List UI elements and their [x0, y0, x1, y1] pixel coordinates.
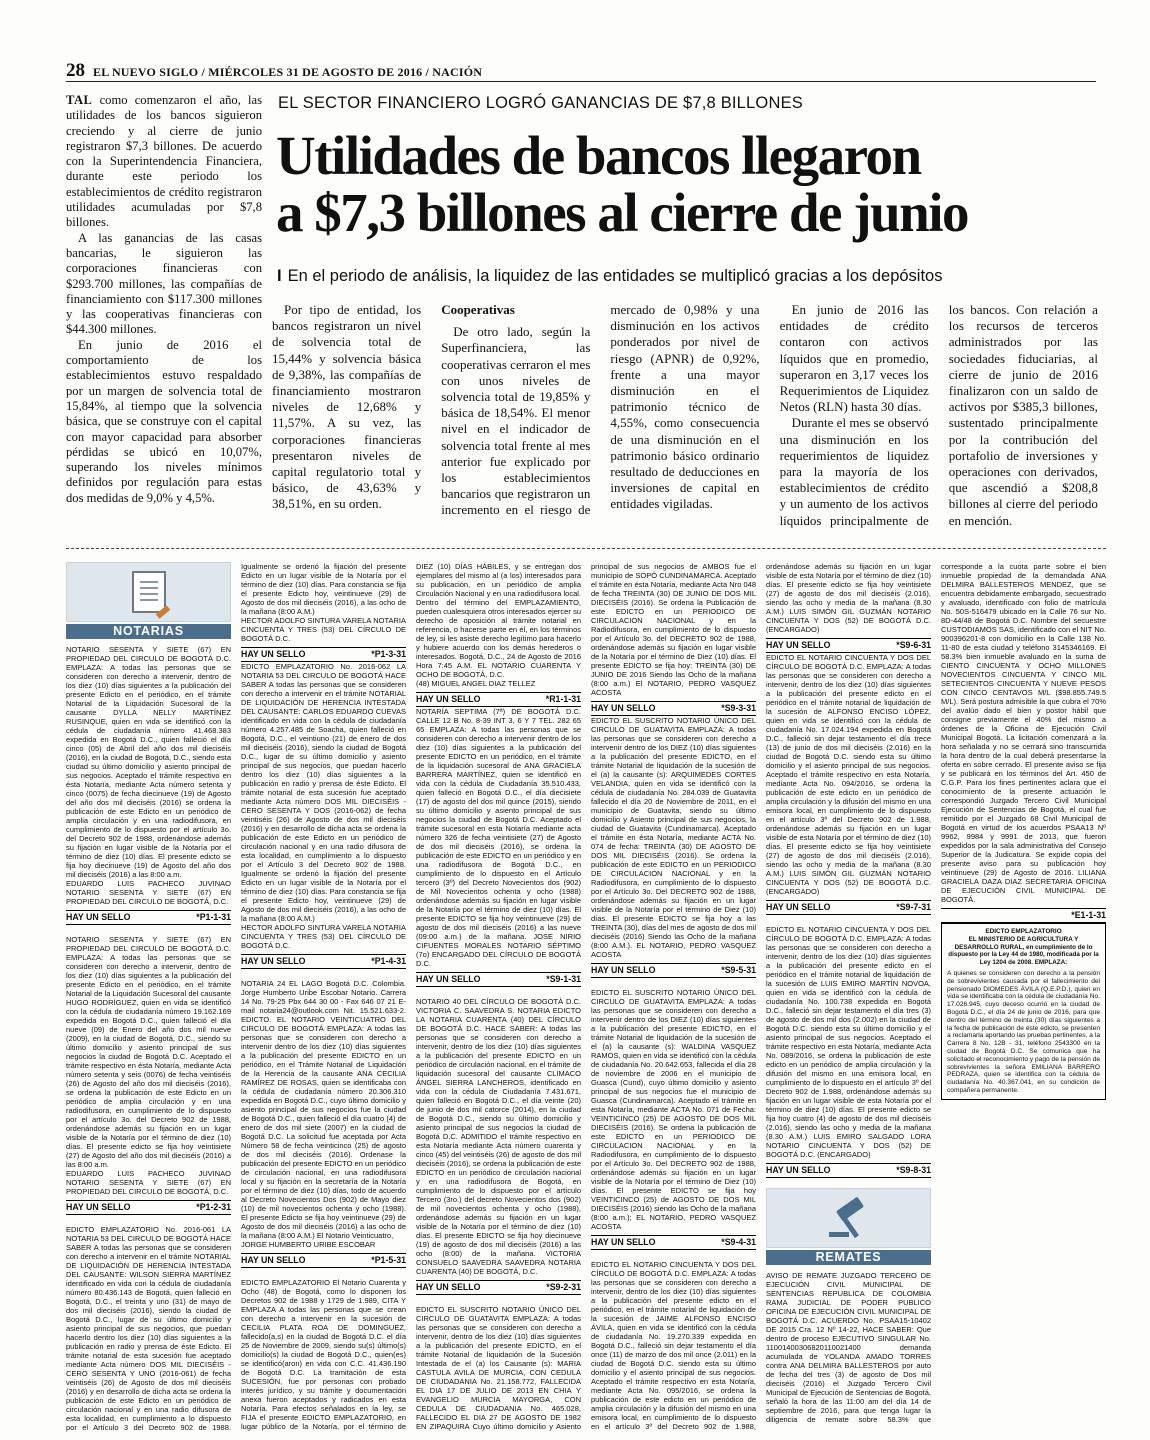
headline-line-1: Utilidades de bancos llegaron [276, 125, 921, 186]
article-body [272, 302, 1098, 542]
document-icon [132, 571, 166, 613]
notarias-label: NOTARIAS [66, 624, 231, 639]
remates-section-header [766, 1188, 931, 1265]
body-subhead: Cooperativas [441, 302, 515, 317]
ministry-edict-title: EDICTO EMPLAZATORIO [985, 928, 1062, 935]
lead-drop-word: TAL [66, 93, 93, 107]
ministry-edict-text: A quienes se consideren con derecho a la pensión de sobrevivientes causada por el fallecimiento del pensionado DIOMEDES ÁVILA (Q.E.P.D.), quien en vida se identificaba con la cédula de ciudadanía No. 17.026.945, cuyo deceso ocurrió en la ciudad de Bogotá D.C., el día 24 de junio de 2016, para que dentro del término de treinta (30) días siguientes a la fecha de publicación de éste edicto, se presenten a reclamarla aportando las pruebas pertinentes, a la Carrera 8 No. 12B - 31, teléfono 2543300 en la ciudad de Bogotá D.C. Se comunica que ha solicitado el reconocimiento y pago de la pensión de sobrevivientes la señora EMILIANA BARRERO PEDRAZA, quien se identifica con la cédula de ciudadanía No. 40.367.041, en su condición de compañera permanente. [947, 969, 1100, 1094]
deck-bar: I [277, 267, 282, 285]
legal-notice: EDICTO EL NOTARIO CINCUENTA Y DOS DEL CÍRCULO DE BOGOTÁ D.C. EMPLAZA: A todas las personas que se consideren con derecho a intervenir, dentro de los diez (10) días siguientes a la publicación del presente edicto en el periódico en el trámite notarial de liquidación de la sucesión de LUIS EMIRO MARTÍN NOVOA, quien en vida se identificó con la cédula de ciudadanía No. 100.738 expedida en Bogotá D.C., falleció sin dejar testamento el día tres (3) de agosto de dos mil dos (2.002) en la ciudad de Bogotá D.C. siendo esta su último domicilio y el asiento principal de sus negocios. Aceptado el trámite respectivo en esta Notaría, mediante Acta No. 089/2016, se ordena la publicación de este edicto en un periódico de amplia circulación y la difusión del mismo en una emisora local, en cumplimiento de lo dispuesto en el artículo 3º del Decreto 902 de 1.988, ordenándose además su fijación en un lugar visible de esta Notaría por el término de diez (10) días. El presente edicto se fija hoy cuatro (4) de agosto de dos mil dieciséis (2.016), siendo las ocho y media de la mañana (8.30 A.M.) LUIS EMIRO SALGADO LORA NOTARIO CINCUENTA Y DOS (52) DE BOGOTÁ D.C. (ENCARGADO) HAY UN SELLO *S9-8-31 [766, 925, 931, 1178]
lead-paragraph-1: TAL como comenzaron el año, las utilidades de los bancos siguieron creciendo y al cierre de junio registraron $7,3 billones. De acuerdo con la Superintendencia Financiera, durante este periodo los establecimientos de crédito registraron utilidades acumuladas por $7,8 billones. [66, 93, 262, 230]
legal-notice: EDICTO EL NOTARIO CINCUENTA Y DOS DEL CÍRCULO DE BOGOTÁ D.C. EMPLAZA: A todas las personas que se consideren con derecho a intervenir, dentro de los diez (10) días siguientes a la publicación del presente edicto en el periódico, en el trámite notarial de liquidación de la sucesión de JAIME ALFONSO ENCISO ÁVILA, quien en vida se identificó con la cédula de ciudadanía No. 19.270.339 expedida en Bogotá D.C., falleció sin dejar testamento el día once (11) de marzo de dos mil once (2.011) en la ciudad de Bogotá D.C. siendo esta su último domicilio y el asiento principal de sus negocios. Aceptado el trámite respectivo en esta Notaría, mediante Acta No. 095/2016, se ordena la publicación de este edicto en un periódico de amplia circulación y la difusión del mismo en una emisora local, en cumplimiento de lo dispuesto en el artículo 3º del Decreto 902 de 1.988, ordenándose además su fijación en un lugar visible de esta Notaría por el término de diez (10) días. El presente edicto se fija hoy veintisiete (27) de agosto de dos mil dieciséis (2.016), siendo las ocho y media de la mañana (8.30 A.M.) LUIS SIMÓN GIL GUZMÁN NOTARIO CINCUENTA Y DOS (52) DE BOGOTÁ D.C. (ENCARGADO) HAY UN SELLO *S9-6-31 [591, 562, 931, 1431]
deck-text: En el periodo de análisis, la liquidez de las entidades se multiplicó gracias a los depósitos [287, 267, 943, 285]
body-paragraph-4: Durante el mes se observó una disminución en los requerimientos de liquidez para la mayoría de los establecimientos de crédito y un aumento de los activos líquidos principalmente de los bancos. Con relación a los recursos de terceros administrados por las sociedades fiduciarias, al cierre de junio de 2016 finalizaron con un saldo de activos por $385,3 billones, sustentado principalmente por la contribución del portafolio de inversiones y operaciones con derivados, que ascendió a $208,8 billones al cierre del periodo en mención. [779, 302, 1098, 528]
classifieds-section [66, 562, 1106, 1432]
notarias-banner [66, 562, 231, 622]
ministry-edict [941, 923, 1106, 1100]
body-paragraph-2: De otro lado, según la Superfinanciera, las cooperativas cerraron el mes con unos niveles de solvencia total de 19,85% y básica de 18,54%. El menor nivel en el indicador de solvencia total frente al mes anterior fue explicado por los establecimientos bancarios que registraron un incremento en el riesgo de mercado de 0,98% y una disminución en los activos ponderados por nivel de riesgo (APNR) de 0,92%, frente a una mayor disminución en el patrimonio técnico de 4,55%, como consecuencia de una disminución en el patrimonio básico ordinario resultado de deducciones en inversiones de capital en entidades vigiladas. [441, 302, 760, 518]
legal-notice: NOTARIO SESENTA Y SIETE (67) EN PROPIEDAD DEL CIRCULO DE BOGOTÁ D.C. EMPLAZA: A todas las personas que se consideren con derecho a intervenir, dentro de los diez (10) días siguientes a la publicación del presente Edicto en el periódico, en el trámite Notarial de la Liquidación Sucesoral de la causante DYLLA NELLY MARTÍNEZ RUSINQUE, quien en vida se identificó con la cédula de ciudadanía número 41.468.383 expedida en Bogotá D.C., quien falleció el día cinco (05) de Abril del año dos mil dieciséis (2016), en la ciudad de Bogotá, D.C., siendo esta ciudad su último domicilio y asiento principal de sus negocios. Aceptado el trámite respectivo en ésta Notaría, mediante Acta número setenta y cinco (0075) de fecha diecinueve (19) de Agosto del año dos mil dieciséis (2016) se ordena la publicación de este Edicto en un periódico de amplia circulación y en una radiodifusora, en cumplimiento de lo dispuesto por el artículo 3o. del Decreto 902 de 1988, ordenándose además su fijación en lugar visible de la Notaría por el término de diez (10) días. El presente edicto se fija hoy diecinueve (19) de Agosto del año dos mil dieciséis (2016) a las 8:00 a.m. EDUARDO LUIS PACHECO JUVINAO NOTARIO SESENTA Y SIETE (67) EN PROPIEDAD DEL CIRCULO DE BOGOTÁ, D.C. HAY UN SELLO *P1-1-31 [66, 645, 231, 925]
legal-notice: EDICTO EL SUSCRITO NOTARIO ÚNICO DEL CIRCULO DE GUATAVITA EMPLAZA: A todas las personas que se consideren con derecho a intervenir, dentro de los diez (10) días siguientes a la publicación del presente EDICTO, en el trámite Notarial de liquidación de la Sucesión Intestada de el (a) los Causante (s): MARIA CASTULA AVILA DE MURCIA, CON CEDULA DE CIUDADANIA No. 21.158.772, FALLECIDA EL DIA 17 DE JULIO DE 2013 EN CHIA Y EVANGELIO MURCIA MAYORGA, CON CEDULA DE CIUDADANIA No. 465.028, FALLECIDO EL DIA 27 DE AGOSTO DE 1982 EN ZIPAQUIRA Cuyo último domicilio y Asiento principal de sus negocios de AMBOS fue el municipio de SOPÓ CUNDINAMARCA. Aceptado el trámite en ésta Notaría, mediante Acta Nro 048 de fecha TREINTA (30) DE JUNIO DE DOS MIL DIECISÉIS (2016). Se ordena la Publicación de este EDICTO en un PERIODICO DE CIRCULACION NACIONAL y en la Radiodifusora, en cumplimiento de lo dispuesto por el Artículo 3o. del DECRETO 902 de 1988, ordenándose además su fijación en lugar visible de la Notaría por el término de Diez (10) días. El presente EDICTO se fija hoy: TREINTA (30) DE JUNIO DE 2016 Siendo las Ocho de la mañana (8:00 a.m.) El NOTARIO, PEDRO VASQUEZ ACOSTA HAY UN SELLO *S9-3-31 [416, 562, 756, 1431]
legal-notice: NOTARÍA SEPTIMA (7ª) DE BOGOTÁ D.C. CALLE 12 B No. 8-39 INT 3, 6 Y 7 TEL. 282 65 65 EMPLAZA: A todas las personas que se consideren con derecho a intervenir dentro de los diez (10) días siguientes a la publicación del presente EDICTO en un periódico, en el trámite de la liquidación sucesoral de ANA GRACIELA BARRERA MARTÍNEZ, quien se identificó en vida con la cédula de Ciudadanía 35.510.433, quien falleció en Bogotá D.C., el día diecisiete (17) de agosto del dos mil quince (2015), siendo su último domicilio y asiento principal de sus negocios la ciudad de Bogotá D.C. Aceptado el trámite sucesoral en esta Notaría mediante acta número 326 de fecha veintisiete (27) de Agosto de dos mil dieciséis (2016), se ordena la publicación de este EDICTO en un periódico y en una radiodifusora de Bogotá D.C., en cumplimiento de lo dispuesto en el Artículo tercero (3º) del Decreto Novecientos dos (902) de Mil Novecientos ochenta y ocho (1988) ordenándose además su fijación en lugar visible de la Notaría por el término de diez (10) días. El presente EDICTO se fija hoy veintinueve (29) de agosto de dos mil dieciséis (2016) a las nueve (09:00 a.m.) de la mañana. JOSE NIRIO CIFUENTES MORALES NOTARIO SÉPTIMO (7o) ENCARGADO DEL CÍRCULO DE BOGOTÁ D.C. HAY UN SELLO *S9-1-31 [416, 707, 581, 987]
legal-notice: NOTARIO 40 DEL CÍRCULO DE BOGOTÁ D.C. VICTORIA C. SAAVEDRA S. NOTARIA EDICTO LA NOTARIA CUARENTA (40) DEL CÍRCULO DE BOGOTÁ D.C. HACE SABER: A todas las personas que se consideren con derecho a intervenir, dentro de los diez (10) días siguientes a la publicación del presente EDICTO en un periódico de circulación nacional, en el trámite de liquidación sucesoral del causante CLIMACO ÁNGEL SIERRA LANCHEROS, identificado en vida con la cédula de Ciudadanía 7.431.671, quien falleció en Bogotá D.C., el día veinte (20) de junio de dos mil catorce (2014), en la ciudad de Bogotá D.C., siendo su último domicilio y asiento principal de sus negocios la ciudad de Bogotá D.C. ADMITIDO el trámite respectivo en esta Notaría mediante Acta número cuarenta y cinco (45) del veintiséis (26) de agosto de dos mil dieciséis (2016), se ordena la publicación de este EDICTO en un periódico de circulación nacional y en una radiodifusora de Bogotá, en cumplimiento de lo dispuesto por el artículo Tercero (3ro.) del decreto Novecientos dos (902) de mil novecientos ochenta y ocho (1988), ordenándose además su fijación en un lugar visible de la Notaría por el término de diez (10) días. El presente EDICTO se fija hoy diecinueve (19) de agosto de dos mil dieciséis (2016) a las ocho (8:00) de la mañana. VICTORIA CONSUELO SAAVEDRA SAAVEDRA NOTARIA CUARENTA (40) DE BOGOTÁ, D.C. HAY UN SELLO *S9-2-31 [416, 997, 581, 1295]
notarias-section-header [66, 562, 231, 639]
remates-banner [766, 1188, 931, 1248]
page-number: 28 [66, 60, 85, 81]
page-folio [66, 60, 1096, 82]
headline-line-2: a $7,3 billones al cierre de junio [276, 182, 968, 243]
legal-notice: EDICTO EL SUSCRITO NOTARIO ÚNICO DEL CIRCULO DE GUATAVITA EMPLAZA: A todas las personas que se consideren con derecho a intervenir dentro de los DIEZ (10) días siguientes a la publicación del presente EDICTO, en el trámite Notarial de liquidación de la sucesión de el (a) la causante (s): WALDINA VASQUEZ RAMOS, quien en vida se identificó con la cédula de ciudadanía No. 20.642.653, fallecida el día 28 de noviembre de 2006 en el municipio de Guasca (Cund), cuyo último domicilio y asiento principal de sus negocios fue el municipio de Guasca (Cundinamarca). Aceptado el trámite en esta Notaría, mediante ACTA No. 071 de Fecha: VEINTICINCO (25) DE AGOSTO DE DOS MIL DIECISÉIS (2016). Se ordena la publicación de este EDICTO en un PERIODICO DE CIRCULACION NACIONAL y en la Radiodifusora, en cumplimiento de lo dispuesto por el Artículo 3o. Del DECRETO 902 de 1988, ordenándose además su fijación en un lugar visible de la Notaría por el término de Diez (10) días. El presente EDICTO se fija hoy VEINTICINCO (25) de AGOSTO DE DOS MIL DIECISÉIS (2016) siendo las Ocho de la mañana (8:00 a.m.); EL NOTARIO, PEDRO VASQUEZ ACOSTA HAY UN SELLO *S9-4-31 [591, 988, 756, 1250]
legal-notice: NOTARIO SESENTA Y SIETE (67) EN PROPIEDAD DEL CIRCULO DE BOGOTÁ D.C. EMPLAZA: A todas las personas que se consideren con derecho a intervenir, dentro de los diez (10) días siguientes a la publicación del presente Edicto en el periódico, en el trámite Notarial de la Liquidación Sucesoral del causante HUGO RODRÍGUEZ, quien en vida se identificó con la cédula de ciudadanía número 19.162.169 expedida en Bogotá D.C., quien falleció el día nueve (09) de Enero del año dos mil nueve (2009), en la ciudad de Bogotá, D.C., siendo su último domicilio y asiento principal de sus negocios la ciudad de Bogotá D.C. Aceptado el trámite respectivo en ésta Notaría, mediante Acta número setenta y seis (0076) de fecha veintiséis (26) de Agosto del año dos mil dieciséis (2016), se ordena la publicación de este Edicto en un periódico de amplia circulación y en una radiodifusora, en cumplimiento de lo dispuesto por el artículo 3o. del Decreto 902 de 1988, ordenándose además su fijación en un lugar visible de la Notaría por el término de diez (10) días. El presente edicto se fija hoy veintisiete (27) de Agosto del año dos mil dieciséis (2016) a las 8:00 a.m. EDUARDO LUIS PACHECO JUVINAO NOTARIO SESENTA Y SIETE (67) EN PROPIEDAD DEL CIRCULO DE BOGOTÁ, D.C. HAY UN SELLO *P1-2-31 [66, 935, 231, 1215]
legal-notice: NOTARIA 24 EL LAGO Bogotá D.C. Colombia. Jorge Humberto Uribe Escobar Notario. Carrera 14 No. 79-25 Pbx 644 30 00 - Fax 646 07 21 E-mail notaria24@outlook.com Nit. 15.521.633-2. EDICTO. EL NOTARIO VEINTICUATRO DEL CIRCULO DE BOGOTÁ EMPLAZA: A todas las personas que se consideren con derecho a intervenir dentro de los diez (10) días siguientes a la publicación del presente EDICTO en un periódico, en el Trámite Notarial de Liquidación de la Herencia de la causante ANA CECILIA RAMÍREZ DE ROSAS, quien se identificaba con la cédula de ciudadanía número 20.306.310 expedida en Bogotá D.C., cuyo último domicilio y asiento principal de sus negocios fue la ciudad de Bogotá D.C., quien falleció el día cuatro (4) de enero de dos mil siete (2007) en la ciudad de Bogotá D.C. La solicitud fue aceptada por Acta Número 58 de fecha veinticinco (25) de agosto de dos mil dieciséis (2016). Ordenase la publicación del presente EDICTO en un periódico de circulación nacional, en una radiodifusora local y su fijación en la secretaría de la Notaría por el término de diez (10) días, todo de acuerdo al Decreto Novecientos Dos (902) de Mayo diez (10) de mil novecientos ochenta y ocho (1988). El presente Edicto se fija hoy veintinueve (29) de Agosto de dos mil dieciséis (2016) a las ocho de la mañana (8:00 A.M.) El Notario Veinticuatro, JORGE HUMBERTO URIBE ESCOBAR HAY UN SELLO *P1-5-31 [241, 979, 406, 1268]
legal-notice: EDICTO EL SUSCRITO NOTARIO ÚNICO DEL CIRCULO DE GUATAVITA EMPLAZA: A todas las personas que se consideren con derecho a intervenir dentro de los DIEZ (10) días siguientes a la publicación del presente EDICTO, en el trámite Notarial de liquidación de la sucesión de el (a) la causante (s): ARQUIMEDES CORTES VELANDIA, quien en vida se identificó con la cédula de ciudadanía No. 284.039 de Guatavita fallecido el día 20 de Noviembre de 2011, en el municipio de Guatavita, siendo su último domicilio y Asiento principal de sus negocios, la ciudad de Guatavita (Cundinamarca). Aceptado el trámite en ésta Notaría, mediante ACTA No. 074 de fecha: TREINTA (30) DE AGOSTO DE DOS MIL DIECISÉIS (2016). Se ordena la publicación de este EDICTO en un PERIODICO DE CIRCULACION NACIONAL y en la Radiodifusora, en cumplimiento de lo dispuesto por el Artículo 3o. Del DECRETO 902 de 1988, ordenándose además su fijación en un lugar visible de la Notaría por el término de Diez (10) días. El presente EDICTO se fija hoy a las TREINTA (30), días del mes de agosto de dos mil dieciséis (2016) Siendo las Ocho de la mañana (8:00 A.M.). EL NOTARIO, PEDRO VASQUEZ ACOSTA HAY UN SELLO *S9-5-31 [591, 716, 756, 978]
legal-notice: EDICTO EMPLAZATORIO El Notario Cuarenta y Ocho (48) de Bogotá, como lo disponen los Decretos 902 de 1988 y 1729 de 1.989, CITA Y EMPLAZA A todas las personas que se crean con derecho a intervenir en la sucesión de CECILIA PLATA ROA DE DOMINGUEZ, fallecido(a,s) en la ciudad de Bogotá D.C. el día 25 de Noviembre de 2009, siendo su(s) último(s) domicilio(s) la ciudad de Bogotá D.C., quien(es) se identificó(aron) en vida con C.C. 41.436.190 de Bogotá D.C. La tramitación de esta SUCESIÓN, fue por personas con probado interés jurídico, y su trámite y documentación anexa fueron aceptados y radicados en esta Notaría. Para efectos señalados en la ley, se FIJA el presente EDICTO EMPLAZATORIO, en lugar público de la Notaría, por el término de DIEZ (10) DÍAS HÁBILES, y se entregan dos ejemplares del mismo al (a los) interesados para su publicación, en un periódico de amplia Circulación Nacional y en una radiodifusora local. Dentro del término del EMPLAZAMIENTO, pueden cualesquiera otros interesados ejercer su derecho de oposición al trámite notarial en referencia, o hacerse parte en él, en los términos de ley, si les asiste derecho legítimo para hacerlo y hubiere acuerdo con los demás herederos o interesados. Bogotá, D.C., 24 de Agosto de 2016 Hora 7:45 A.M. EL NOTARIO CUARENTA Y OCHO DE BOGOTÁ, D.C. (48) MIGUEL ANGEL DIAZ TELLEZ HAY UN SELLO *R1-1-31 [241, 562, 581, 1431]
lead-paragraph-3: En junio de 2016 el comportamiento de los establecimientos estuvo respaldado por un margen de solvencia total de 15,84%, al tiempo que la solvencia básica, que se construye con el capital con mayor capacidad para absorber pérdidas se ubicó en 10,07%, superando los niveles mínimos definidos por regulación para estas dos medidas de 9,0% y 4,5%. [66, 337, 262, 505]
body-paragraph-3: En junio de 2016 las entidades de crédito contaron con activos líquidos que en promedio, superaron en 3,17 veces los Requerimientos de Liquidez Netos (RLN) hasta 30 días. [779, 302, 929, 415]
legal-notice: EDICTO EMPLAZATORIO No. 2016-062 LA NOTARIA 53 DEL CIRCULO DE BOGOTÁ HACE SABER A todas las personas que se consideren con derecho a intervenir en el trámite NOTARIAL DE LIQUIDACIÓN DE HERENCIA INTESTADA DEL CAUSANTE: CARLOS EDUARDO CUEVAS identificado en vida con la cédula de ciudadanía número 4.257.485 de Soacha, quien falleció en Bogotá, D.C., el veintiuno (21) de enero de dos mil dieciséis (2016), siendo la ciudad de Bogotá D.C., lugar de su último domicilio y asiento principal de sus negocios, que puedan hacerlo dentro los diez (10) días siguientes a la publicación en radio y prensa de éste Edicto. El trámite notarial de esta sucesión fue aceptado mediante Acta número DOS MIL DIECISÉIS - CERO SESENTA Y DOS (2016-062) de fecha veintiséis (26) de Agosto de dos mil dieciséis (2016) y en desarrollo de dicha acta se ordena la publicación de este Edicto en un periódico de circulación nacional y en una radio difusora de esta localidad, en cumplimiento a lo dispuesto por el Artículo 3 del Decreto 902 de 1988. Igualmente se ordenó la fijación del presente Edicto en un lugar visible de la Notaría por el término de diez (10) días. Para constancia se fija el presente Edicto hoy, veintinueve (29) de Agosto de dos mil dieciséis (2016), a las ocho de la mañana (8:00 A.M.) HECTOR ADOLFO SINTURA VARELA NOTARIA CINCUENTA Y TRES (53) DEL CÍRCULO DE BOGOTÁ D.C. HAY UN SELLO *P1-4-31 [241, 662, 406, 969]
article-kicker: EL SECTOR FINANCIERO LOGRÓ GANANCIAS DE $7,8 BILLONES [278, 94, 803, 112]
classifieds-divider [66, 548, 1106, 549]
article-deck [277, 267, 1107, 286]
remates-label: REMATES [766, 1250, 931, 1265]
ministry-edict-subtitle: EL MINISTERIO DE AGRICULTURA Y DESARROLLO RURAL, en cumplimiento de lo dispuesto por la Ley 44 de 1980, modificada por la Ley 1204 de 2008. EMPLAZA: [948, 935, 1099, 967]
gavel-icon [827, 1199, 871, 1237]
legal-notice: EDICTO EL NOTARIO CINCUENTA Y DOS DEL CÍRCULO DE BOGOTÁ D.C. EMPLAZA: A todas las personas que se consideren con derecho a intervenir, dentro de los diez (10) días siguientes a la publicación del presente edicto en el periódico en el trámite notarial de liquidación de la sucesión de ALFONSO ENCISO LÓPEZ, quien en vida se identificó con la cédula de ciudadanía No. 17.024.194 expedida en Bogotá D.C., falleció sin dejar testamento el día trece (13) de junio de dos mil dieciséis (2.016) en la ciudad de Bogotá D.C. siendo esta su último domicilio y el asiento principal de sus negocios. Aceptado el trámite respectivo en esta Notaría, mediante Acta No. 094/2016, se ordena la publicación de este edicto en un periódico de amplia circulación y la difusión del mismo en una emisora local, en cumplimiento de lo dispuesto en el artículo 3º del Decreto 902 de 1.988, ordenándose además su fijación en un lugar visible de esta Notaría por el término de diez (10) días. El presente edicto se fija hoy veintisiete (27) de agosto de dos mil dieciséis (2.016), siendo las ocho y media de la mañana (8.30 A.M.) LUIS SIMÓN GIL GUZMÁN NOTARIO CINCUENTA Y DOS (52) DE BOGOTÁ D.C. (ENCARGADO) HAY UN SELLO *S9-7-31 [766, 653, 931, 915]
legal-notice: EDICTO EMPLAZATORIO No. 2016-061 LA NOTARIA 53 DEL CIRCULO DE BOGOTÁ HACE SABER A todas las personas que se consideren con derecho a intervenir en el trámite NOTARIAL DE LIQUIDACIÓN DE HERENCIA INTESTADA DEL CAUSANTE: WILSON SIERRA MARTÍNEZ identificado en vida con la cédula de ciudadanía número 80.436.143 de Bogotá, quien falleció en Bogotá, D.C., el treinta y uno (31) de mayo de dos mil dieciséis (2016), siendo la ciudad de Bogotá D.C., lugar de su último domicilio y asiento principal de sus negocios, que puedan hacerlo dentro los diez (10) días siguientes a la publicación en radio y prensa de éste Edicto. El trámite notarial de esta sucesión fue aceptado mediante Acta número DOS MIL DIECISÉIS - CERO SESENTA Y UNO (2016-061) de fecha veintiséis (26) de Agosto de dos mil dieciséis (2016) y en desarrollo de dicha acta se ordena la publicación de este Edicto en un periódico de circulación nacional y en una radio difusora de esta localidad, en cumplimiento a lo dispuesto por el Artículo 3 del Decreto 902 de 1988. Igualmente se ordenó la fijación del presente Edicto en un lugar visible de la Notaría por el término de diez (10) días. Para constancia se fija el presente Edicto hoy, veintinueve (29) de Agosto de dos mil dieciséis (2016), a las ocho de la mañana (8:00 A.M.) HECTOR ADOLFO SINTURA VARELA NOTARIA CINCUENTA Y TRES (53) DEL CÍRCULO DE BOGOTÁ D.C. HAY UN SELLO *P1-3-31 [66, 562, 406, 1432]
folio-header: EL NUEVO SIGLO / MIÉRCOLES 31 DE AGOSTO DE 2016 / NACIÓN [93, 65, 483, 79]
lead-paragraph-2: A las ganancias de las casas bancarias, le siguieron las corporaciones financieras con $293.700 millones, las compañías de financiamiento con $117.300 millones y las cooperativas financieras con $44.300 millones. [66, 230, 262, 337]
article-headline [276, 127, 1096, 241]
lead-column [66, 93, 262, 506]
auction-notice: AVISO DE REMATE JUZGADO TERCERO DE EJECUCIÓN CIVIL MUNICIPAL DE SENTENCIAS REPUBLICA DE COLOMBIA RAMA JUDICIAL DE PODER PUBLICO OFICINA DE EJECUCIÓN CIVIL MUNICIPAL DE BOGOTÁ D.C. ACUERDO No. PSAA15-10402 DE 2015 Cra. 12 Nº 14-22, HACE SABER: Que dentro de proceso EJECUTIVO SINGULAR No. 11001400306820110021400 demanda acumulada de YOLANDA AMADO TORRES contra ANA DELMIRA BALLESTEROS por auto de fecha del tres (3) de agosto de Dos mil dieciséis (2016) el Juzgado Tercero Civil Municipal de Ejecución de Sentencias de Bogotá, señaló la hora de las 11:00 am del día 14 de septiembre de 2016, para que tenga lugar la diligencia de remate sobre 58.3% que corresponde a la cuota parte sobre el bien inmueble propiedad de la demandada ANA DELMIRA BALLESTEROS MENDEZ, que se encuentra debidamente embargado, secuestrado y avaluado, identificado con folio de matrícula No. 50S-516479 ubicado en la Calle 76 sur No. 8D-44/48 de Bogotá D.C. Nombre del secuestre CUSTODIAMOS SAS, identificado con el NIT No. 900396201-8 con domicilio en la Calle 138 No. 11-80 de esta ciudad y teléfono 3145346169. El 58.3% bien inmueble avaluado en la suma de CIENTO CINCUENTA Y OCHO MILLONES NOVECIENTOS CINCUENTA Y CINCO MIL SETECIENTOS CINCUENTA Y NUEVE PESOS CON CINCO CENTAVOS M/L ($98.855.749.5 M/L). Será postura admisible la que cubra el 70% del avalúo dado el bien y postor hábil que consigne previamente el 40% del mismo a órdenes de la Oficina de Ejecución Civil Municipal Bogotá. La licitación comenzará a la hora señalada y no se cerrará sino transcurrida la hora dentro de la cual deberá presentarse la oferta en sobre cerrado. El presente aviso se fija y se publicará en los términos del Art. 450 de C.G.P. Para los fines pertinentes aclara que el conocimiento de la presente actuación le correspondió Juzgado Tercero Civil Municipal Ejecución de Sentencias de Bogotá, el cual fue remitido por el Juzgado 68 Civil Municipal de Bogotá en virtud de los acuerdos PSAA13 Nº 9962, 9984 y 9991 de 2013, que fueron expedidos por la sala administrativa del Consejo Superior de la Judicatura. Se expide copia del presente aviso para su publicación hoy veintinueve (29) de Agosto de 2016. LILIANA GRACIELA DAZA DIAZ SECRETARIA OFICINA DE EJECUCIÓN CIVIL MUNICIPAL DE BOGOTÁ. *E1-1-31 [766, 562, 1106, 1424]
body-paragraph-1: Por tipo de entidad, los bancos registraron un nivel de solvencia total de 15,44% y solvencia básica de 9,38%, las compañías de financiamiento mostraron niveles de 12,68% y 11,57%. A su vez, las corporaciones financieras presentaron niveles de capital regulatorio total y básico, de 43,63% y 38,51%, en su orden. [272, 302, 422, 512]
